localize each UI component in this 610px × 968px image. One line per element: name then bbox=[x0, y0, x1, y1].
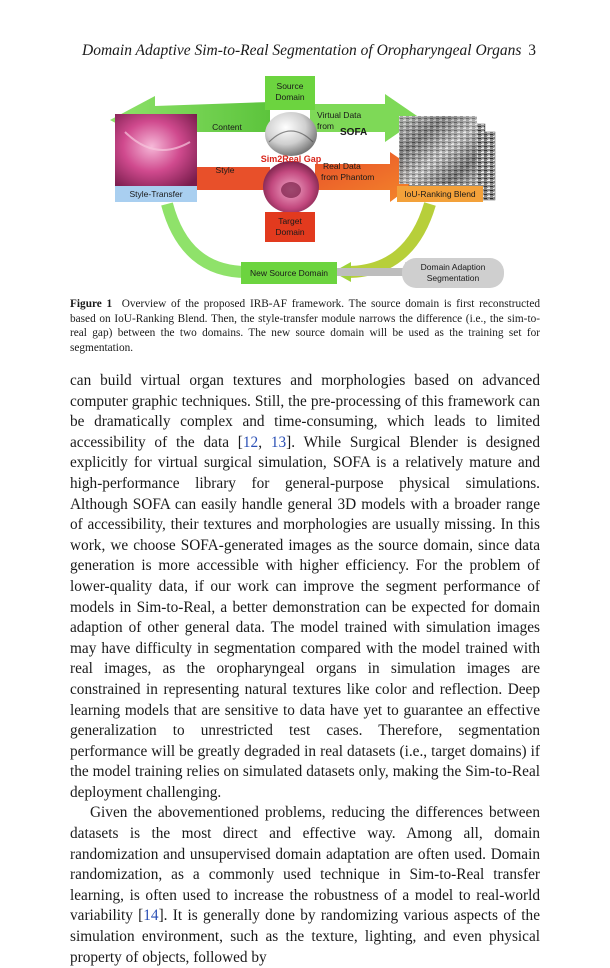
style-transfer-label: Style-Transfer bbox=[129, 189, 183, 199]
paragraph-2-part-b: ]. It is generally done by randomizing various aspects of the simulation environment, such as the texture, lighting, and even physical property of objects, followed by bbox=[70, 907, 540, 966]
left-curve-arrow bbox=[167, 204, 247, 272]
iou-blend-label: IoU-Ranking Blend bbox=[404, 189, 476, 199]
source-render bbox=[265, 112, 317, 156]
new-source-domain-label: New Source Domain bbox=[250, 268, 328, 278]
real-data-label-2: from Phantom bbox=[321, 172, 375, 182]
body-text bbox=[70, 371, 540, 968]
target-domain-label-2: Domain bbox=[275, 227, 305, 237]
paragraph-1-part-a: can build virtual organ textures and morphologies based on advanced computer graphic techniques. Still, the pre-processing of this framework can be dramatically complex and time-consuming, which leads to limited accessibility of the data [ bbox=[70, 372, 540, 451]
paragraph-2-part-a: Given the abovementioned problems, reducing the differences between datasets is the most direct and effective way. Among all, domain randomization and unsupervised domain adaptation are often used. Domain randomization, as a commonly used technique in Sim-to-Real transfer learning, is often used to increase the robustness of a model to real-world variability [ bbox=[70, 804, 540, 925]
style-label: Style bbox=[215, 165, 235, 175]
framework-diagram bbox=[55, 72, 555, 292]
real-data-label-1: Real Data bbox=[323, 161, 361, 171]
paragraph-2 bbox=[70, 803, 540, 968]
sim2real-gap-label: Sim2Real Gap bbox=[260, 154, 322, 164]
caption-label: Figure 1 bbox=[70, 298, 113, 310]
content-label: Content bbox=[212, 122, 242, 132]
source-domain-label-1: Source bbox=[276, 81, 304, 91]
target-domain-label-1: Target bbox=[278, 216, 302, 226]
citation-13[interactable]: 13 bbox=[270, 433, 287, 451]
running-head-title: Domain Adaptive Sim-to-Real Segmentation of Oropharyngeal Organs bbox=[82, 42, 522, 59]
virtual-data-label-1: Virtual Data bbox=[317, 110, 362, 120]
figure-1 bbox=[55, 72, 555, 292]
citation-14[interactable]: 14 bbox=[143, 907, 159, 925]
source-domain-label-2: Domain bbox=[275, 92, 305, 102]
page-number: 3 bbox=[528, 42, 536, 59]
paragraph-1-part-b: ]. While Surgical Blender is designed explicitly for virtual surgical simulation, SOFA is a relatively mature and high-performance library for general-purpose physical simulations. Although SOFA can easily handle general 3D models with a broader range of accessibility, their textures and morphologies are usually missing. In this work, we choose SOFA-generated images as the source domain, since data generation is more accessible with higher efficiency. For the problem of lower-quality data, if our work can improve the segment performance of models in Sim-to-Real, a better demonstration can be expected for domain adaption of other general data. The model trained with simulation images may have difficulty in segmentation compared with the model trained with real images, as the oropharyngeal organs in simulation images are constrained in representing natural textures like color and reflection. Deep learning models that are sensitive to data have yet to guarantee an effective generalization to unrestricted test cases. Therefore, segmentation performance will be greatly degraded in real datasets (i.e., target domains) if the model training relies on simulated datasets only, making the Sim-to-Real deployment challenging. bbox=[70, 433, 540, 801]
segmentation-label-1: Domain Adaption bbox=[420, 262, 486, 272]
citation-separator: , bbox=[258, 433, 271, 451]
sofa-logo: SOFA bbox=[340, 127, 368, 138]
virtual-data-label-2: from bbox=[317, 121, 334, 131]
paragraph-1 bbox=[70, 371, 540, 803]
segmentation-label-2: Segmentation bbox=[426, 273, 480, 283]
caption-text: Overview of the proposed IRB-AF framework. The source domain is first reconstructed based on IoU-Ranking Blend. Then, the style-transfer module narrows the difference (i.e., the sim-to-real gap) between the two domains. The new source domain will be used as the training set for segmentation. bbox=[70, 298, 540, 354]
citation-12[interactable]: 12 bbox=[242, 433, 259, 451]
running-head bbox=[60, 42, 542, 62]
figure-caption bbox=[70, 297, 540, 355]
